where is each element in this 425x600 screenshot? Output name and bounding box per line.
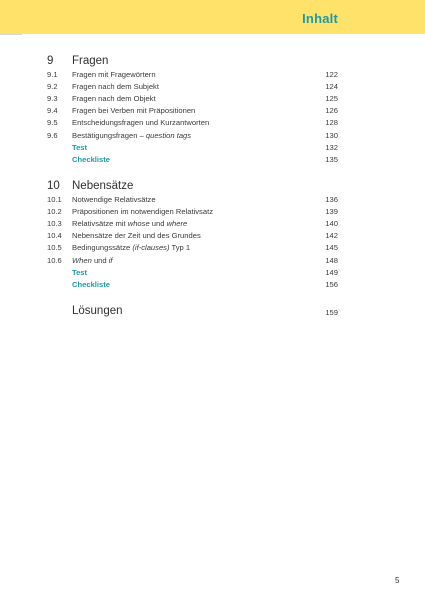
entry-page: 148 <box>325 255 338 265</box>
loesungen-title[interactable]: Lösungen <box>72 305 123 317</box>
entry-title-part: where <box>166 219 188 229</box>
entry-title <box>72 69 156 81</box>
entry-title <box>72 242 190 254</box>
entry-title-part: Bestätigungsfragen – <box>72 130 146 140</box>
entry-title-part: und <box>149 219 167 229</box>
entry-page: 136 <box>325 195 338 204</box>
entry-title <box>72 154 110 166</box>
entry-title <box>72 93 156 105</box>
entry-title-part: (if-clauses) <box>132 243 170 253</box>
entry-page: 124 <box>325 82 338 92</box>
entry-title <box>72 267 87 279</box>
toc-entry[interactable] <box>0 267 425 279</box>
entry-number: 9.5 <box>47 118 58 128</box>
toc-entry[interactable] <box>0 142 425 154</box>
entry-number: 10.1 <box>47 195 62 204</box>
page-title: Inhalt <box>302 11 338 26</box>
entry-number: 9.3 <box>47 94 58 104</box>
entry-number: 10.2 <box>47 207 62 217</box>
toc-entry[interactable] <box>0 154 425 166</box>
entry-title <box>72 230 201 242</box>
entry-page: 140 <box>325 219 338 229</box>
entry-page: 128 <box>325 118 338 128</box>
entry-title-part: When <box>72 255 92 265</box>
entry-title-part: Test <box>72 142 88 152</box>
entry-title-part: Präpositionen im notwendigen Relativsatz <box>72 207 213 217</box>
entry-title-part: Nebensätze der Zeit und des Grundes <box>72 231 201 241</box>
entry-number: 10.6 <box>47 255 62 265</box>
entry-number: 9.2 <box>47 82 58 92</box>
page-number: 5 <box>395 576 400 585</box>
loesungen-page: 159 <box>325 308 338 317</box>
entry-page: 156 <box>325 279 338 289</box>
entry-page: 126 <box>325 106 338 116</box>
entry-title <box>72 194 156 206</box>
entry-number: 10.4 <box>47 231 62 241</box>
entry-title <box>72 130 191 142</box>
entry-title-part: Relativsätze mit <box>72 219 128 229</box>
entry-title <box>72 117 209 129</box>
entry-title-part: question tags <box>145 130 192 140</box>
entry-title-part: Entscheidungsfragen und Kurzantworten <box>72 118 210 128</box>
toc-entry[interactable] <box>0 194 425 206</box>
entry-title <box>72 105 195 117</box>
entry-page: 130 <box>325 130 338 140</box>
entry-number: 9.4 <box>47 106 58 116</box>
entry-title-part: Typ 1 <box>169 243 191 253</box>
entry-number: 9.6 <box>47 130 58 140</box>
entry-title-part: Fragen nach dem Subjekt <box>72 82 159 92</box>
entry-title-part: whose <box>127 219 150 229</box>
toc-entry[interactable] <box>0 105 425 117</box>
toc-entry[interactable] <box>0 242 425 254</box>
toc-entry[interactable] <box>0 81 425 93</box>
entry-page: 145 <box>325 243 338 253</box>
entry-number: 10.5 <box>47 243 62 253</box>
entry-title-part: Fragen bei Verben mit Präpositionen <box>72 106 196 116</box>
entry-page: 132 <box>325 142 338 152</box>
entry-page: 139 <box>325 207 338 217</box>
toc-entry[interactable] <box>0 218 425 230</box>
entry-page: 149 <box>325 267 338 277</box>
entry-title <box>72 81 159 93</box>
entry-title-part: und <box>91 255 109 265</box>
entry-title-part: Checkliste <box>72 154 110 164</box>
entry-title <box>72 206 213 218</box>
chapter-number: 9 <box>47 55 54 67</box>
entry-number: 9.1 <box>47 70 58 79</box>
toc-entry[interactable] <box>0 230 425 242</box>
toc-entry[interactable] <box>0 93 425 105</box>
entry-title-part: Fragen mit Fragewörtern <box>72 70 156 79</box>
entry-page: 125 <box>325 94 338 104</box>
header-divider <box>0 34 22 35</box>
entry-title-part: Bedingungssätze <box>72 243 133 253</box>
chapter-number: 10 <box>47 180 60 192</box>
entry-title-part: Notwendige Relativsätze <box>72 195 156 204</box>
entry-title-part: Fragen nach dem Objekt <box>72 94 156 104</box>
entry-page: 135 <box>325 154 338 164</box>
toc-entry[interactable] <box>0 69 425 81</box>
toc-entry[interactable] <box>0 279 425 291</box>
entry-title <box>72 255 113 267</box>
toc-entry[interactable] <box>0 117 425 129</box>
entry-title <box>72 142 87 154</box>
entry-page: 142 <box>325 231 338 241</box>
entry-title <box>72 218 187 230</box>
toc-entry[interactable] <box>0 130 425 142</box>
chapter-title[interactable]: Fragen <box>72 55 109 67</box>
toc-entry[interactable] <box>0 255 425 267</box>
entry-page: 122 <box>325 70 338 79</box>
entry-title <box>72 279 110 291</box>
toc-entry[interactable] <box>0 206 425 218</box>
header-bar <box>0 0 425 34</box>
entry-title-part: if <box>108 255 113 265</box>
entry-title-part: Test <box>72 267 88 277</box>
chapter-title[interactable]: Nebensätze <box>72 180 134 192</box>
entry-title-part: Checkliste <box>72 279 110 289</box>
entry-number: 10.3 <box>47 219 62 229</box>
